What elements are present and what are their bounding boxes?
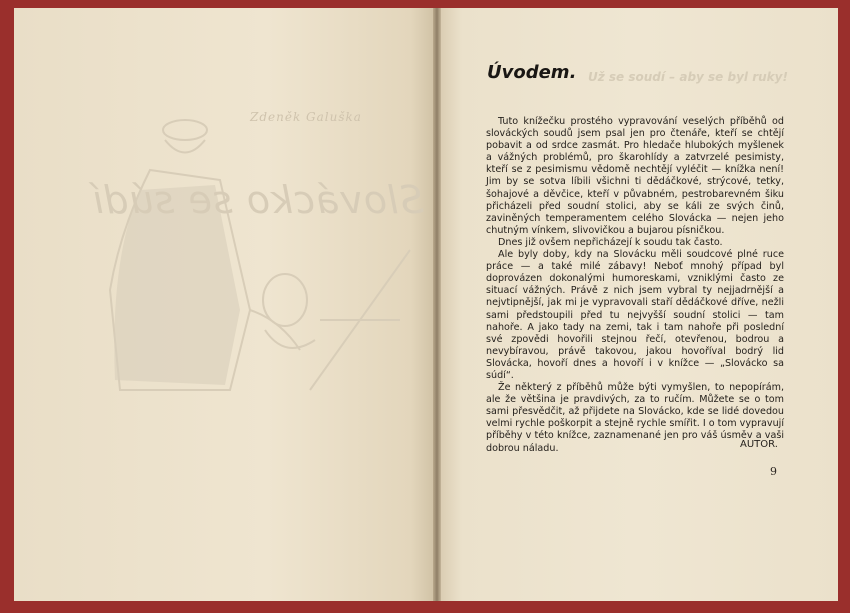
page-number: 9 [770, 465, 777, 478]
show-through-heading: Už se soudí – aby se byl ruky! [588, 70, 788, 84]
foreword-text [486, 116, 784, 455]
book-gutter [433, 8, 441, 601]
show-through-illustration [80, 90, 420, 430]
paragraph: Dnes již ovšem nepřicházejí k soudu tak často. [498, 236, 723, 248]
show-through-title: Slovácko se súdí [92, 178, 424, 222]
show-through-author: Zdeněk Galuška [250, 110, 362, 124]
paragraph: Že některý z příběhů může býti vymyšlen, to nepopírám, ale že většina je pravdivých, za to ručím. Můžete se o tom sami přesvědčit, až přijdete na Slovácko, kde se lidé dovedou velmi rychle poškorpit a stejně rychle smířit. I o tom vypravují příběhy v této knížce, zaznamenané jen pro váš úsměv a vaši dobrou náladu. [486, 382, 784, 454]
paragraph: Ale byly doby, kdy na Slovácku měli soudcové plné ruce práce — a také milé zábavy! Neboť mnohý případ byl doprovázen dokonalými humoreskami, vzniklými často ze situací vážných. Právě z nich jsem vybral ty nejjadrnější a nejvtipnější, jak mi je vypravovali staří dědáčkové dříve, nežli sami předstoupili před tu nejvyšší soudní stolici — tam nahoře. A jako tady na zemi, tak i tam nahoře při poslední své zpovědi hovořili stejnou řečí, otevřenou, bodrou a nevybíravou, právě takovou, jakou hovoříval bodrý lid Slovácka, hovoří dnes a hovoří i v knížce — „Slovácko sa súdí“. [486, 249, 784, 381]
signature: AUTOR. [740, 439, 778, 450]
paragraph: Tuto knížečku prostého vypravování veselých příběhů od slováckých soudů jsem psal jen pro čtenáře, kteří se chtějí pobavit a od srdce zasmát. Pro hledače hlubokých myšlenek a vážných problémů, pro škarohlídy a zatvrzelé pesimisty, kteří se z pesimismu vědomě nechtějí vyléčit — knížka není! Jim by se sotva líbili všichni ti dědáčkové, strýcové, tetky, šohajové a děvčice, kteří v půvabném, pestrobarevném šiku přicházeli před soudní stolici, aby se káli ze svých činů, zaviněných temperamentem celého Slovácka — nejen jeho chutným vínkem, slivovičkou a bujarou písničkou. [486, 116, 784, 236]
page-heading: Úvodem. [487, 62, 577, 83]
